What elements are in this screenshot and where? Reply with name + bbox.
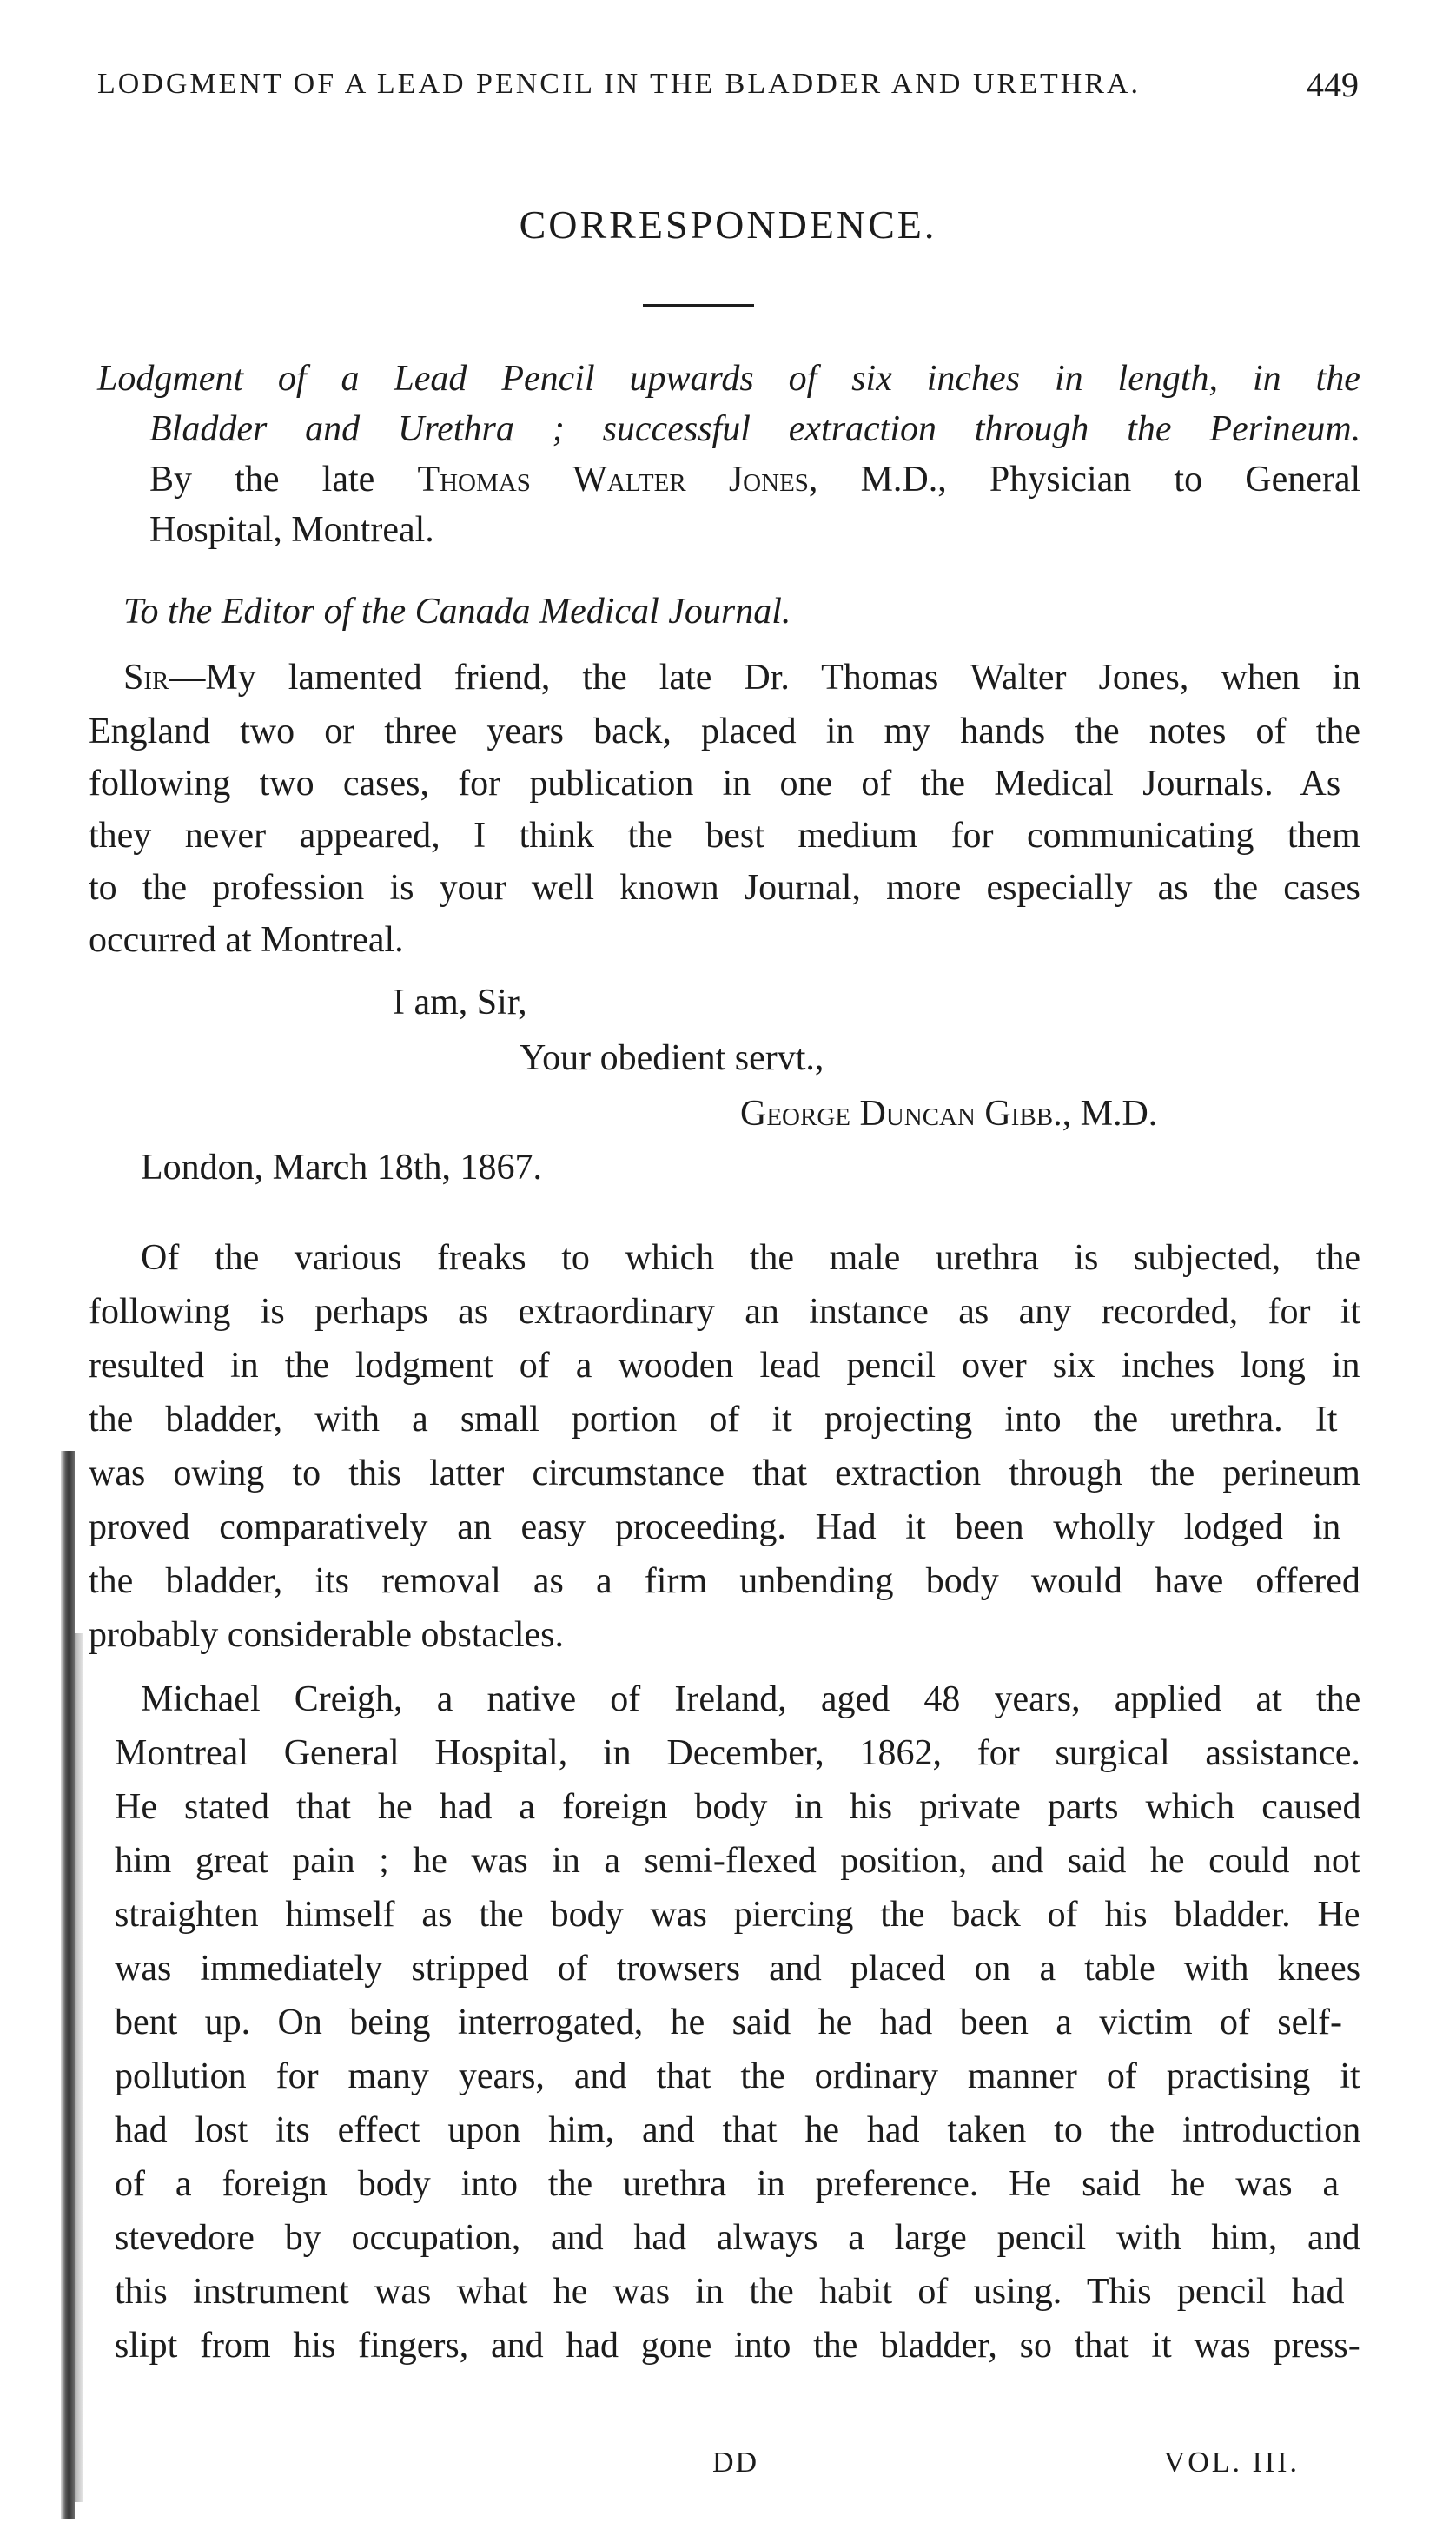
scan-binding-shadow (61, 1451, 75, 2519)
article-title-line-1: Lodgment of a Lead Pencil upwards of six inches in length, in the (97, 359, 1360, 399)
para1-line-5: was owing to this latter circumstance that extraction through the perineum (89, 1453, 1360, 1493)
article-title-line-2: Bladder and Urethra ; successful extraction through the Perineum. (149, 409, 1361, 449)
letter-line-1: Sir—My lamented friend, the late Dr. Thomas Walter Jones, when in (123, 658, 1361, 698)
letter-place-date: London, March 18th, 1867. (141, 1148, 542, 1188)
volume-label: VOL. III. (1163, 2446, 1300, 2479)
letter-line-5: to the profession is your well known Journal, more especially as the cases (89, 868, 1360, 908)
article-byline (149, 459, 1360, 500)
letter-salutation: To the Editor of the Canada Medical Journal. (123, 592, 791, 632)
letter-line-6: occurred at Montreal. (89, 920, 404, 960)
para1-line-2: following is perhaps as extraordinary an instance as any recorded, for it (89, 1292, 1361, 1332)
byline-prefix: By the late (149, 460, 418, 500)
para2-line-11: stevedore by occupation, and had always a large pencil with him, and (115, 2218, 1360, 2258)
scan-binding-shadow-inner (75, 1633, 83, 2502)
section-rule (643, 304, 754, 307)
signature-mark: DD (712, 2446, 759, 2479)
para1-line-8: probably considerable obstacles. (89, 1615, 564, 1655)
para2-line-12: this instrument was what he was in the habit of using. This pencil had (115, 2272, 1345, 2312)
signature-suffix: , M.D. (1062, 1094, 1158, 1134)
para2-line-5: straighten himself as the body was piercing the back of his bladder. He (115, 1895, 1360, 1935)
para1-line-3: resulted in the lodgment of a wooden lead pencil over six inches long in (89, 1346, 1360, 1386)
letter-closing-2: Your obedient servt., (520, 1038, 824, 1078)
para2-line-13: slipt from his fingers, and had gone into the bladder, so that it was press- (115, 2326, 1360, 2366)
letter-line-3: following two cases, for publication in one of the Medical Journals. As (89, 764, 1341, 804)
para1-line-4: the bladder, with a small portion of it projecting into the urethra. It (89, 1400, 1338, 1440)
para2-line-8: pollution for many years, and that the ordinary manner of practising it (115, 2056, 1360, 2096)
para2-line-3: He stated that he had a foreign body in his private parts which caused (115, 1787, 1361, 1827)
letter-line-4: they never appeared, I think the best medium for communicating them (89, 816, 1360, 856)
para1-line-1: Of the various freaks to which the male urethra is subjected, the (141, 1238, 1360, 1278)
para2-line-2: Montreal General Hospital, in December, 1862, for surgical assistance. (115, 1733, 1360, 1773)
para2-line-10: of a foreign body into the urethra in preference. He said he was a (115, 2164, 1340, 2204)
para2-line-4: him great pain ; he was in a semi-flexed position, and said he could not (115, 1841, 1360, 1881)
para2-line-6: was immediately stripped of trowsers and placed on a table with knees (115, 1949, 1361, 1989)
para1-line-6: proved comparatively an easy proceeding. Had it been wholly lodged in (89, 1507, 1341, 1547)
para1-line-7: the bladder, its removal as a firm unbending body would have offered (89, 1561, 1360, 1601)
para2-line-9: had lost its effect upon him, and that he had taken to the introduction (115, 2110, 1361, 2150)
letter-line-2: England two or three years back, placed in my hands the notes of the (89, 712, 1360, 751)
article-byline-line-2: Hospital, Montreal. (149, 510, 434, 550)
para2-line-7: bent up. On being interrogated, he said he had been a victim of self- (115, 2002, 1342, 2042)
running-head: LODGMENT OF A LEAD PENCIL IN THE BLADDER AND URETHRA. (97, 68, 1142, 100)
section-title: CORRESPONDENCE. (519, 202, 937, 247)
page-number: 449 (1307, 65, 1359, 104)
para2-line-1: Michael Creigh, a native of Ireland, aged 48 years, applied at the (141, 1679, 1361, 1719)
letter-signature (740, 1093, 1157, 1135)
byline-suffix: , M.D., Physician to General (808, 460, 1361, 500)
letter-sir: Sir (123, 658, 169, 698)
author-name: Thomas Walter Jones (417, 460, 809, 500)
letter-closing-1: I am, Sir, (393, 983, 527, 1023)
signature-name: George Duncan Gibb. (740, 1094, 1062, 1134)
